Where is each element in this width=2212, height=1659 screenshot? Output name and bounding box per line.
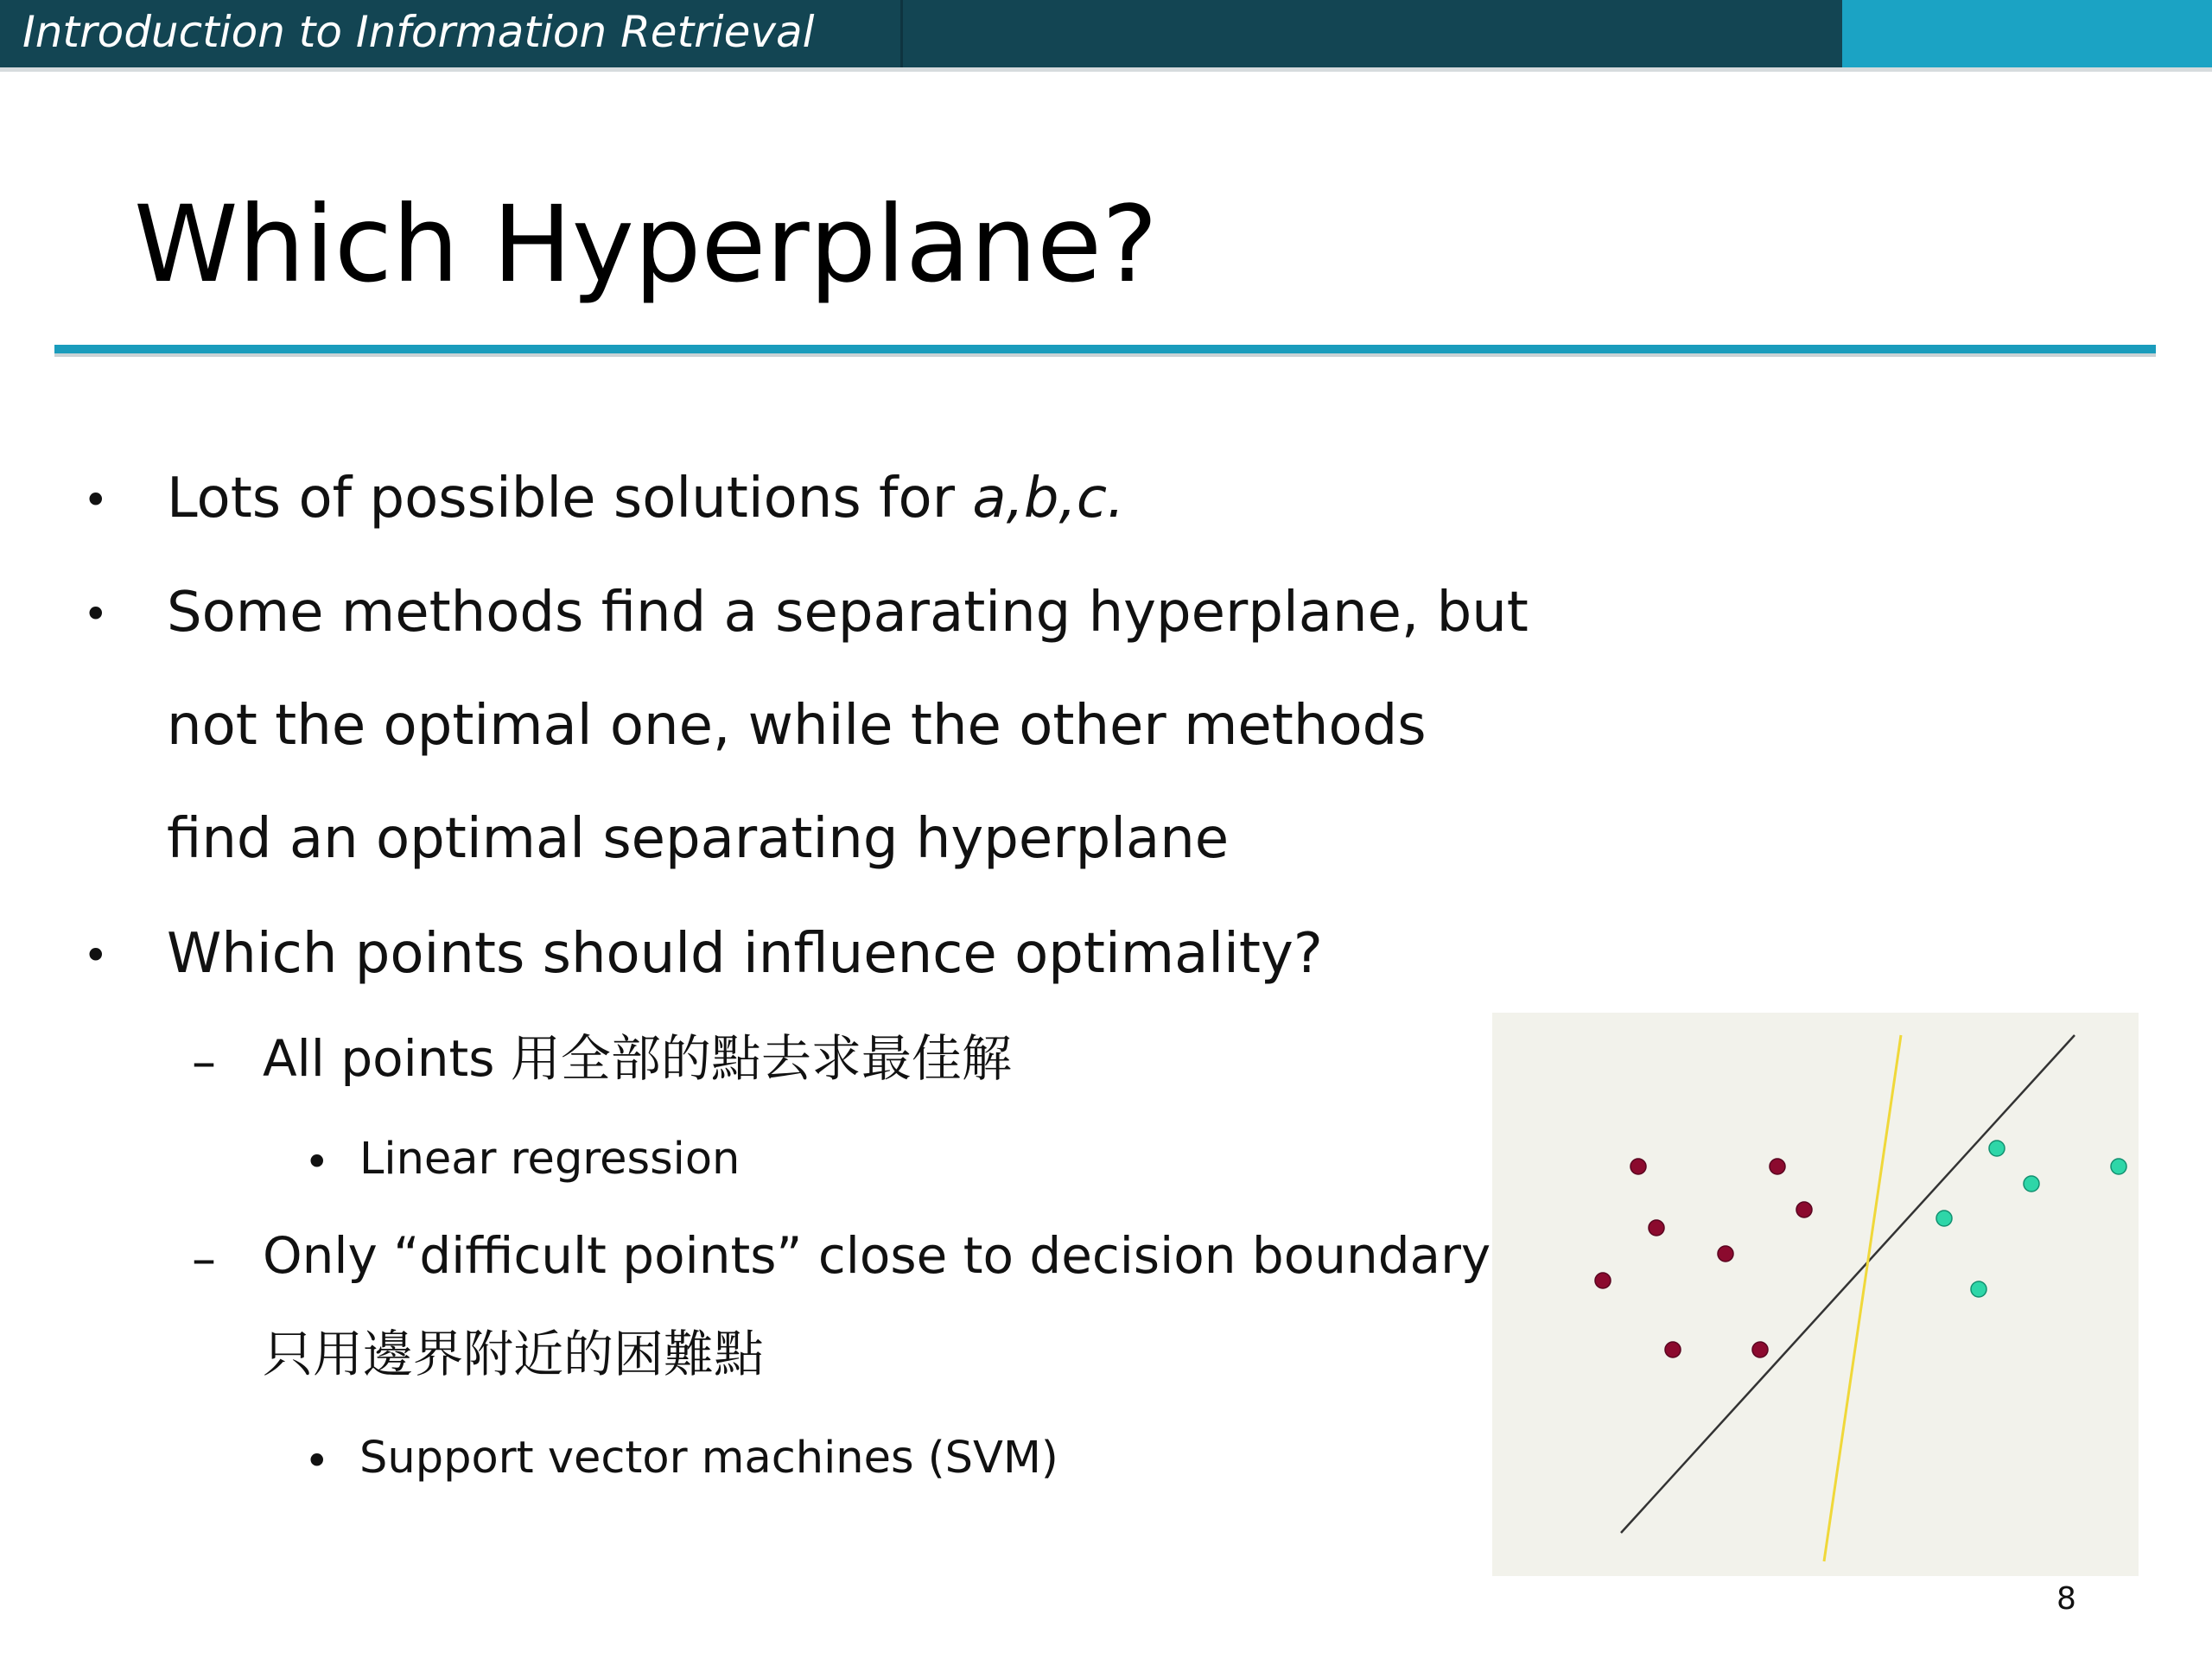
bullet-1-text: Lots of possible solutions for [167,467,973,531]
bullet-marker: • [304,1436,330,1486]
bullet-2-line-3: find an optimal separating hyperplane [167,807,1230,871]
dash-marker: – [192,1034,216,1090]
data-point-class-b [1971,1281,1986,1297]
item-linear-regression: Linear regression [359,1134,741,1185]
bullet-2-line-2: not the optimal one, while the other methods [167,694,1427,758]
title-rule [54,345,2156,353]
class-b-points [1936,1141,2126,1297]
data-point-class-a [1665,1342,1681,1357]
header-accent [1842,0,2212,67]
bullet-marker: • [83,589,109,639]
bullet-1-italic: a,b,c. [972,467,1125,531]
data-point-class-b [1936,1211,1952,1226]
item-svm: Support vector machines (SVM) [359,1433,1058,1484]
bullet-1 [167,467,1125,531]
header-divider [900,0,903,67]
bullet-marker: • [83,475,109,525]
header-underline [0,67,2212,72]
sub-bullet-difficult-points-zh: 只用邊界附近的困難點 [263,1325,765,1383]
slide-title: Which Hyperplane? [134,183,1158,306]
data-point-class-b [2024,1176,2039,1192]
data-point-class-a [1630,1159,1646,1174]
header-bar [0,0,2212,67]
sub-bullet-difficult-points: Only “difficult points” close to decision boundary [263,1226,1491,1285]
data-point-class-a [1796,1202,1812,1217]
data-point-class-b [2111,1159,2126,1174]
hyperplane-figure [1492,1013,2139,1576]
data-point-class-a [1770,1159,1785,1174]
course-title: Introduction to Information Retrieval [22,7,815,57]
data-point-class-a [1752,1342,1768,1357]
bullet-2-line-1: Some methods find a separating hyperplane, but [167,581,1529,645]
bullet-marker: • [83,931,109,981]
bullet-3: Which points should influence optimality? [167,922,1323,986]
class-a-points [1595,1159,1812,1357]
dash-marker: – [192,1231,216,1287]
page-number: 8 [2056,1581,2076,1617]
hyperplane-plot [1492,1013,2139,1576]
title-rule-shadow [54,353,2156,357]
hyperplane-line-dark [1621,1035,2075,1533]
bullet-marker: • [304,1137,330,1187]
data-point-class-a [1718,1246,1733,1262]
data-point-class-a [1595,1273,1611,1288]
sub-bullet-all-points: All points 用全部的點去求最佳解 [263,1029,1012,1088]
data-point-class-b [1989,1141,2005,1156]
data-point-class-a [1649,1220,1664,1236]
